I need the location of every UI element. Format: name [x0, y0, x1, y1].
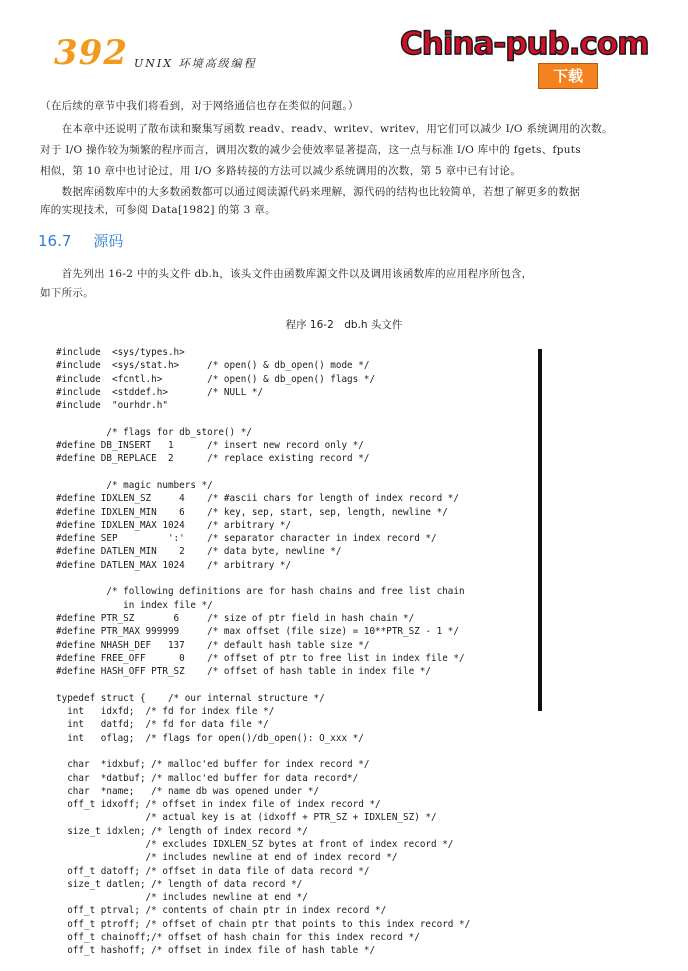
code-line: char *name; /* name db was opened under */: [56, 785, 320, 797]
code-line: #include <sys/stat.h> /* open() & db_open() mode */: [56, 360, 370, 372]
code-line: #include <stddef.h> /* NULL */: [56, 386, 264, 398]
code-line: #define PTR_MAX 999999 /* max offset (file size) = 10**PTR_SZ - 1 */: [56, 626, 459, 638]
code-line: [56, 678, 536, 691]
paragraph-line: （在后续的章节中我们将看到，对于网络通信也存在类似的问题。）: [40, 100, 359, 112]
paragraph-line: 数据库函数库中的大多数函数都可以通过阅读源代码来理解，源代码的结构也比较简单，若想了解更多的数据: [40, 186, 580, 198]
code-line: size_t datlen; /* length of data record */: [56, 878, 303, 890]
code-line: /* following definitions are for hash chains and free list chain: [56, 586, 465, 598]
code-line: off_t idxoff; /* offset in index file of index record */: [56, 799, 381, 811]
code-line: [56, 572, 536, 585]
code-line: #define NHASH_DEF 137 /* default hash table size */: [56, 639, 370, 651]
code-line: #define DB_INSERT 1 /* insert new record only */: [56, 440, 364, 452]
paragraph-line: 在本章中还说明了散布读和聚集写函数 readv、readv、writev、writev，用它们可以减少 I/O 系统调用的次数。: [40, 123, 613, 135]
paragraph-line: 如下所示。: [40, 287, 94, 299]
paragraph-line: 对于 I/O 操作较为频繁的程序而言，调用次数的减少会使效率显著提高，这一点与标准 I/O 库中的 fgets、fputs: [40, 144, 581, 156]
code-line: char *datbuf; /* malloc'ed buffer for data record*/: [56, 772, 359, 784]
code-line: off_t ptroff; /* offset of chain ptr that points to this index record */: [56, 918, 471, 930]
code-line: #define DB_REPLACE 2 /* replace existing record */: [56, 453, 370, 465]
code-line: off_t datoff; /* offset in data file of data record */: [56, 865, 370, 877]
code-line: /* flags for db_store() */: [56, 426, 252, 438]
code-line: off_t hashoff; /* offset in index file of hash table */: [56, 945, 376, 957]
running-head: UNIX 环境高级编程: [134, 57, 257, 70]
code-line: #define HASH_OFF PTR_SZ /* offset of hash table in index file */: [56, 666, 432, 678]
code-line: #define PTR_SZ 6 /* size of ptr field in hash chain */: [56, 612, 415, 624]
download-badge[interactable]: 下载: [538, 63, 598, 89]
code-line: int idxfd; /* fd for index file */: [56, 706, 275, 718]
code-line: in index file */: [56, 599, 213, 611]
code-line: int datfd; /* fd for data file */: [56, 719, 269, 731]
code-line: off_t ptrval; /* contents of chain ptr in index record */: [56, 905, 387, 917]
code-line: [56, 412, 536, 425]
paragraph-line: 首先列出 16-2 中的头文件 db.h，该头文件由函数库源文件以及调用该函数库的应用程序所包含，: [40, 268, 533, 280]
code-line: [56, 745, 536, 758]
code-line: #include <fcntl.h> /* open() & db_open() flags */: [56, 373, 376, 385]
code-line: off_t chainoff;/* offset of hash chain for this index record */: [56, 932, 420, 944]
code-line: /* actual key is at (idxoff + PTR_SZ + IDXLEN_SZ) */: [56, 812, 437, 824]
code-listing: [56, 346, 536, 958]
paragraph-line: 库的实现技术，可参阅 Data[1982] 的第 3 章。: [40, 204, 276, 216]
paragraph-line: 相似，第 10 章中也讨论过，用 I/O 多路转接的方法可以减少系统调用的次数，第 5 章中已有讨论。: [40, 165, 522, 177]
code-line: /* includes newline at end */: [56, 892, 308, 904]
code-line: typedef struct { /* our internal structure */: [56, 692, 325, 704]
code-line: /* magic numbers */: [56, 479, 213, 491]
code-line: #define IDXLEN_MAX 1024 /* arbitrary */: [56, 519, 292, 531]
code-line: #define FREE_OFF 0 /* offset of ptr to free list in index file */: [56, 652, 465, 664]
code-line: #include "ourhdr.h": [56, 400, 168, 412]
listing-caption: 程序 16-2 db.h 头文件: [285, 319, 403, 331]
listing-side-rule: [538, 349, 542, 711]
section-heading: [38, 230, 145, 251]
code-line: #include <sys/types.h>: [56, 347, 185, 358]
code-line: /* excludes IDXLEN_SZ bytes at front of index record */: [56, 838, 454, 850]
code-line: /* includes newline at end of index record */: [56, 852, 398, 864]
code-line: #define IDXLEN_SZ 4 /* #ascii chars for length of index record */: [56, 493, 459, 505]
code-line: #define DATLEN_MIN 2 /* data byte, newline */: [56, 546, 342, 558]
code-line: [56, 466, 536, 479]
code-line: int oflag; /* flags for open()/db_open(): O_xxx */: [56, 732, 364, 744]
code-line: char *idxbuf; /* malloc'ed buffer for index record */: [56, 759, 370, 771]
code-line: #define DATLEN_MAX 1024 /* arbitrary */: [56, 559, 292, 571]
section-title: 源码: [93, 232, 124, 250]
code-line: #define IDXLEN_MIN 6 /* key, sep, start, sep, length, newline */: [56, 506, 448, 518]
code-line: #define SEP ':' /* separator character in index record */: [56, 533, 437, 545]
section-number: 16.7: [38, 232, 72, 250]
code-line: size_t idxlen; /* length of index record */: [56, 825, 308, 837]
page-number: 392: [54, 33, 128, 73]
logo-text: China-pub.com: [400, 26, 649, 62]
